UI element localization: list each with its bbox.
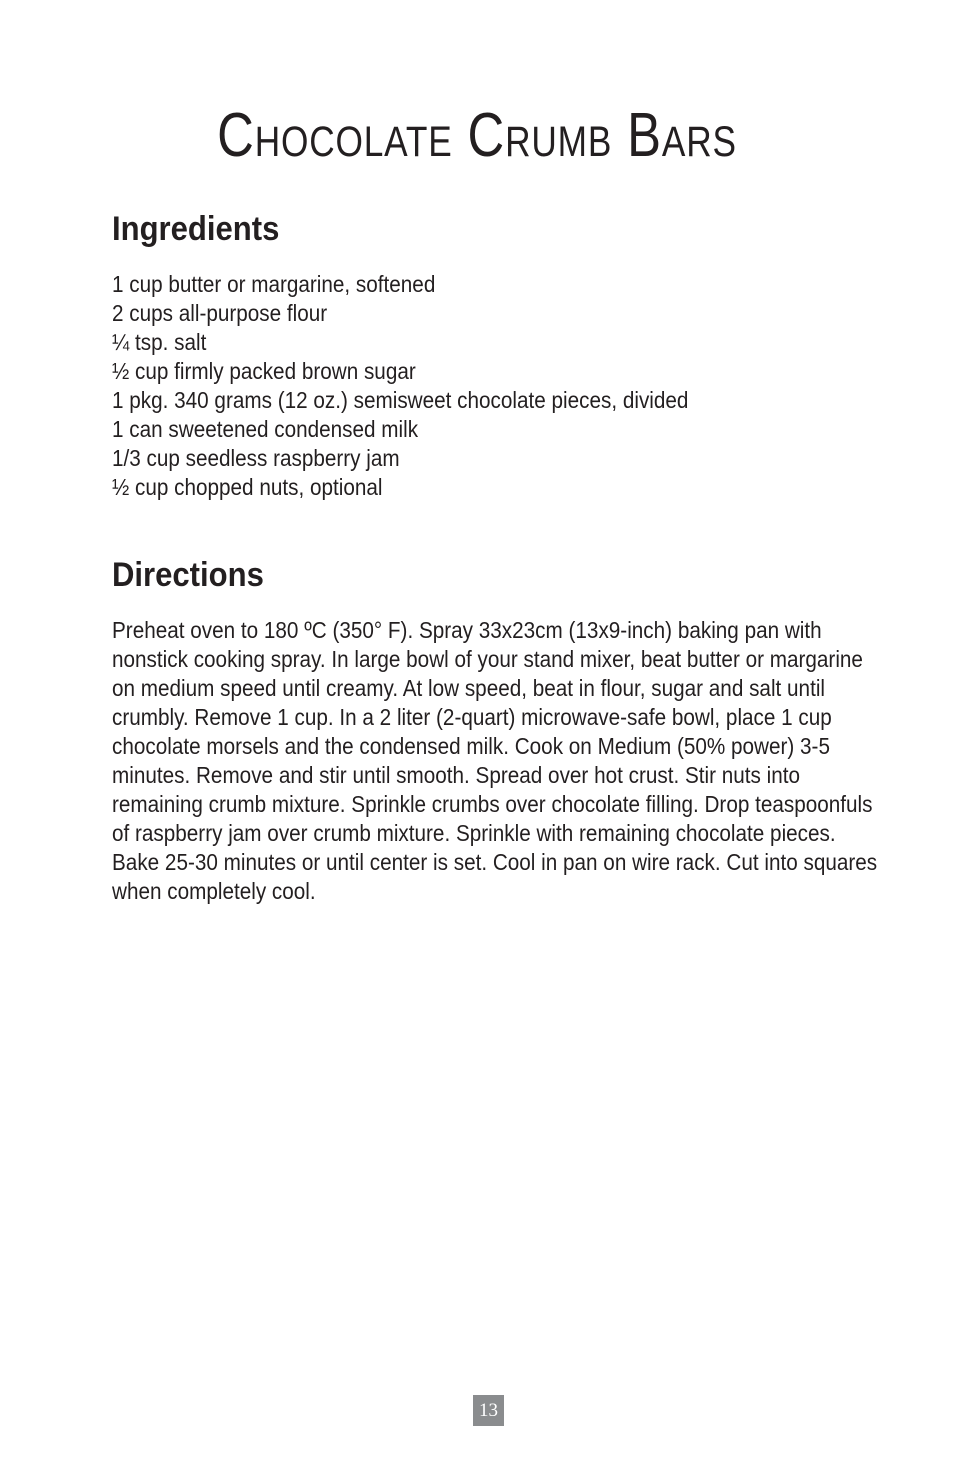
directions-text: Preheat oven to 180 ºC (350° F). Spray 33x23cm (13x9-inch) baking pan with nonstick cooking spray. In large bowl of your stand mixer, beat butter or margarine on medium speed until creamy. At low speed, beat in flour, sugar and salt until crumbly. Remove 1 cup. In a 2 liter (2-quart) microwave-safe bowl, place 1 cup chocolate morsels and the condensed milk. Cook on Medium (50% power) 3-5 minutes. Remove and stir until smooth. Spread over hot crust. Stir nuts into remaining crumb mixture. Sprinkle crumbs over chocolate filling. Drop teaspoonfuls of raspberry jam over crumb mixture. Sprinkle with remaining chocolate pieces. Bake 25-30 minutes or until center is set. Cool in pan on wire rack. Cut into squares when completely cool.	[112, 617, 878, 904]
ingredient-item: 1 can sweetened condensed milk	[112, 416, 419, 442]
directions-heading: Directions	[112, 556, 264, 594]
ingredient-item: 1/3 cup seedless raspberry jam	[112, 445, 400, 471]
ingredient-item: 1 cup butter or margarine, softened	[112, 271, 436, 297]
ingredient-list	[112, 270, 887, 502]
ingredient-item: ½ cup chopped nuts, optional	[112, 474, 383, 500]
ingredient-item: 2 cups all-purpose flour	[112, 300, 328, 326]
recipe-content	[112, 212, 887, 906]
ingredient-item: ¼ tsp. salt	[112, 329, 207, 355]
ingredient-item: 1 pkg. 340 grams (12 oz.) semisweet chocolate pieces, divided	[112, 387, 689, 413]
page-title: Chocolate Crumb Bars	[217, 101, 737, 170]
page-number: 13	[473, 1395, 504, 1426]
ingredient-item: ½ cup firmly packed brown sugar	[112, 358, 416, 384]
ingredients-heading: Ingredients	[112, 210, 280, 248]
